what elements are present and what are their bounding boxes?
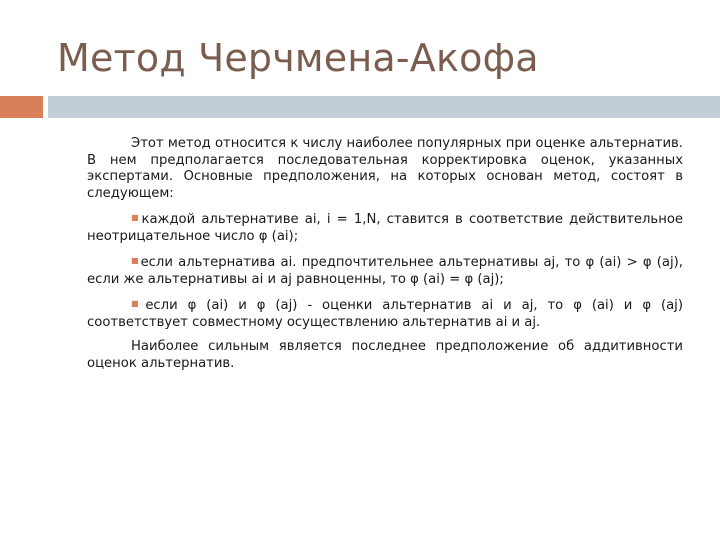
accent-block [0, 96, 43, 118]
bullet-text-3: если φ (ai) и φ (aj) - оценки альтернатив ai и aj, то φ (ai) и φ (aj) соответствует совместному осуществлению альтернатив ai и aj. [87, 298, 683, 330]
slide-title: Метод Черчмена-Акофа [57, 36, 539, 80]
slide-content [87, 136, 683, 380]
bullet-item-3 [87, 296, 683, 331]
bullet-text-2: если альтернатива ai. предпочтительнее альтернативы aj, то φ (ai) > φ (aj), если же альтернативы ai и aj равноценны, то φ (ai) = φ (aj); [87, 255, 683, 287]
bullet-icon: ■ [131, 213, 141, 222]
bullet-item-1 [87, 210, 683, 245]
bullet-item-2 [87, 253, 683, 288]
intro-paragraph: Этот метод относится к числу наиболее популярных при оценке альтернатив. В нем предполагается последовательная корректировка оценок, указанных экспертами. Основные предположения, на которых основан метод, состоят в следующем: [87, 136, 683, 201]
bullet-icon: ■ [131, 299, 145, 308]
title-underline-bar [48, 96, 720, 118]
bullet-text-1: каждой альтернативе ai, i = 1,N, ставится в соответствие действительное неотрицательное число φ (ai); [87, 212, 683, 244]
bullet-icon: ■ [131, 256, 140, 265]
conclusion-paragraph: Наиболее сильным является последнее предположение об аддитивности оценок альтернатив. [87, 339, 683, 371]
